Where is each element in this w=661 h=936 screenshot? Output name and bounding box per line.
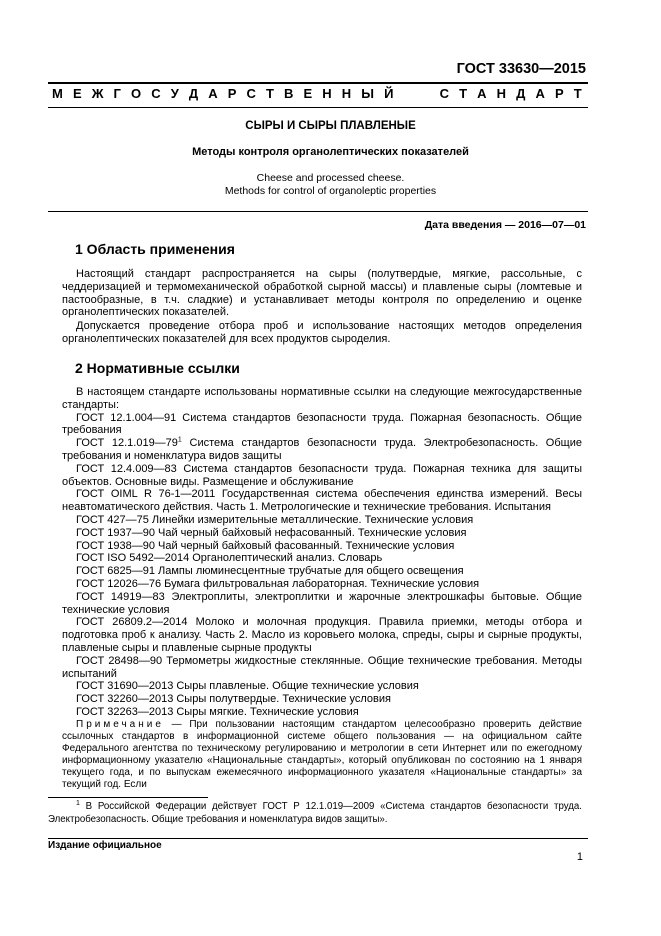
reference-item: ГОСТ 427—75 Линейки измерительные металлические. Технические условия <box>76 513 474 526</box>
reference-item <box>62 437 582 463</box>
reference-item: ГОСТ 12.4.009—83 Система стандартов безопасности труда. Пожарная техника для защиты объектов. Основные виды. Размещение и обслуживание <box>62 462 582 488</box>
document-number: ГОСТ 33630—2015 <box>456 61 586 77</box>
banner-letter: Н <box>341 86 352 101</box>
title-divider <box>48 211 588 212</box>
banner-letter: Т <box>573 86 582 101</box>
footnote-number: 1 <box>76 799 80 807</box>
banner-letter: А <box>208 86 218 101</box>
section-1-paragraph-2: Допускается проведение отбора проб и использование настоящих методов определения органолептических показателей для всех продуктов сыроделия. <box>62 320 582 345</box>
reference-item: ГОСТ OIML R 76-1—2011 Государственная система обеспечения единства измерений. Весы неавтоматического действия. Часть 1. Метрологические и технические требования. Испытания <box>62 488 582 514</box>
section-2-body <box>62 386 582 791</box>
reference-item: ГОСТ 32263—2013 Сыры мягкие. Технические условия <box>76 705 359 718</box>
banner-letter: Г <box>113 86 121 101</box>
banner-letter: Р <box>554 86 564 101</box>
standard-banner <box>52 86 582 101</box>
reference-code: ГОСТ 12.1.019—79 <box>76 437 178 450</box>
footnote-separator <box>48 797 208 798</box>
section-2-heading: 2 Нормативные ссылки <box>75 360 240 376</box>
banner-letter: Р <box>227 86 237 101</box>
reference-item: ГОСТ 31690—2013 Сыры плавленые. Общие технические условия <box>76 680 419 693</box>
footnote-text: В Российской Федерации действует ГОСТ Р 12.1.019—2009 «Система стандартов безопасности труда. Электробезопасность. Общие требования и номенклатура видов защиты». <box>48 801 582 825</box>
banner-letter: Н <box>496 86 507 101</box>
section-1-heading: 1 Область применения <box>75 241 235 257</box>
banner-letter: Ж <box>91 86 104 101</box>
english-title-line-2: Methods for control of organoleptic properties <box>224 185 437 197</box>
banner-letter: С <box>151 86 161 101</box>
section-1-paragraph-1: Настоящий стандарт распространяется на сыры (полутвердые, мягкие, рассольные, с чеддеризацией и термомеханической обработкой сырной массы) и плавленые сыры (ломтевые и пастообразные, в т.ч. сладкие) и устанавливает методы контроля по определению и оценке органолептических показателей. <box>62 268 582 319</box>
official-edition-label: Издание официальное <box>48 840 162 851</box>
banner-letter: С <box>246 86 256 101</box>
section-1-body-2 <box>62 320 582 346</box>
reference-item: ГОСТ 28498—90 Термометры жидкостные стеклянные. Общие технические требования. Методы испытаний <box>62 654 582 680</box>
document-subtitle: Методы контроля органолептических показателей <box>192 146 469 158</box>
footnote-marker: 1 <box>177 436 182 444</box>
banner-letter: Е <box>303 86 313 101</box>
banner-letter: Д <box>188 86 199 101</box>
banner-letter: Т <box>266 86 274 101</box>
banner-letter: А <box>477 86 487 101</box>
note-label: Примечание <box>76 718 164 730</box>
banner-gap <box>404 86 430 101</box>
banner-letter: Д <box>516 86 526 101</box>
english-title-line-1: Cheese and processed cheese. <box>256 172 405 184</box>
banner-letter: О <box>131 86 142 101</box>
document-title: СЫРЫ И СЫРЫ ПЛАВЛЕНЫЕ <box>245 120 416 132</box>
header-rule-bottom <box>48 107 588 108</box>
section-2-intro: В настоящем стандарте использованы нормативные ссылки на следующие межгосударственные стандарты: <box>62 386 582 411</box>
introduction-date: Дата введения — 2016—07—01 <box>424 219 586 231</box>
page-number: 1 <box>576 851 583 863</box>
banner-letter: А <box>535 86 545 101</box>
banner-letter: У <box>170 86 179 101</box>
reference-item: ГОСТ 1938—90 Чай черный байховый фасованный. Технические условия <box>76 539 455 552</box>
header-rule-top <box>48 82 588 84</box>
reference-item: ГОСТ 14919—83 Электроплиты, электроплитки и жарочные электрошкафы бытовые. Общие технические условия <box>62 590 582 616</box>
banner-letter: М <box>52 86 63 101</box>
banner-letter: Е <box>72 86 82 101</box>
banner-letter: Т <box>459 86 468 101</box>
banner-letter: В <box>284 86 294 101</box>
footer-rule <box>48 838 588 839</box>
note-text: — При пользовании настоящим стандартом целесообразно проверить действие ссылочных стандартов в информационной системе общего пользования — на официальном сайте Федерального агентства по техническому регулированию и метрологии в сети Интернет или по ежегодному информационному указателю «Национальные стандарты», который опубликован по состоянию на 1 января текущего года, и по выпускам ежемесячного информационного указателя «Национальные стандарты» за текущий год. Если <box>62 718 582 790</box>
reference-item: ГОСТ 26809.2—2014 Молоко и молочная продукция. Правила приемки, методы отбора и подготовка проб к анализу. Часть 2. Масло из коровьего молока, спреды, сыры и сырные продукты, плавленые сыры и плавленые сырные продукты <box>62 616 582 654</box>
reference-item: ГОСТ 1937—90 Чай черный байховый нефасованный. Технические условия <box>76 526 467 539</box>
note-paragraph <box>62 719 582 791</box>
reference-title: Система стандартов безопасности труда. Электробезопасность. Общие требования и номенклатура видов защиты <box>62 437 582 462</box>
footnote-text-paragraph <box>48 801 582 826</box>
banner-letter: Ы <box>361 86 374 101</box>
banner-letter: Й <box>384 86 394 101</box>
section-1-body <box>62 268 582 319</box>
banner-letter: Н <box>322 86 332 101</box>
reference-item: ГОСТ 6825—91 Лампы люминесцентные трубчатые для общего освещения <box>76 565 464 578</box>
reference-item: ГОСТ 12026—76 Бумага фильтровальная лабораторная. Технические условия <box>76 577 480 590</box>
footnote <box>48 801 582 826</box>
banner-letter: С <box>439 86 450 101</box>
reference-item: ГОСТ ISO 5492—2014 Органолептический анализ. Словарь <box>76 552 383 565</box>
reference-item: ГОСТ 32260—2013 Сыры полутвердые. Технические условия <box>76 693 391 706</box>
reference-item: ГОСТ 12.1.004—91 Система стандартов безопасности труда. Пожарная безопасность. Общие требования <box>62 411 582 437</box>
